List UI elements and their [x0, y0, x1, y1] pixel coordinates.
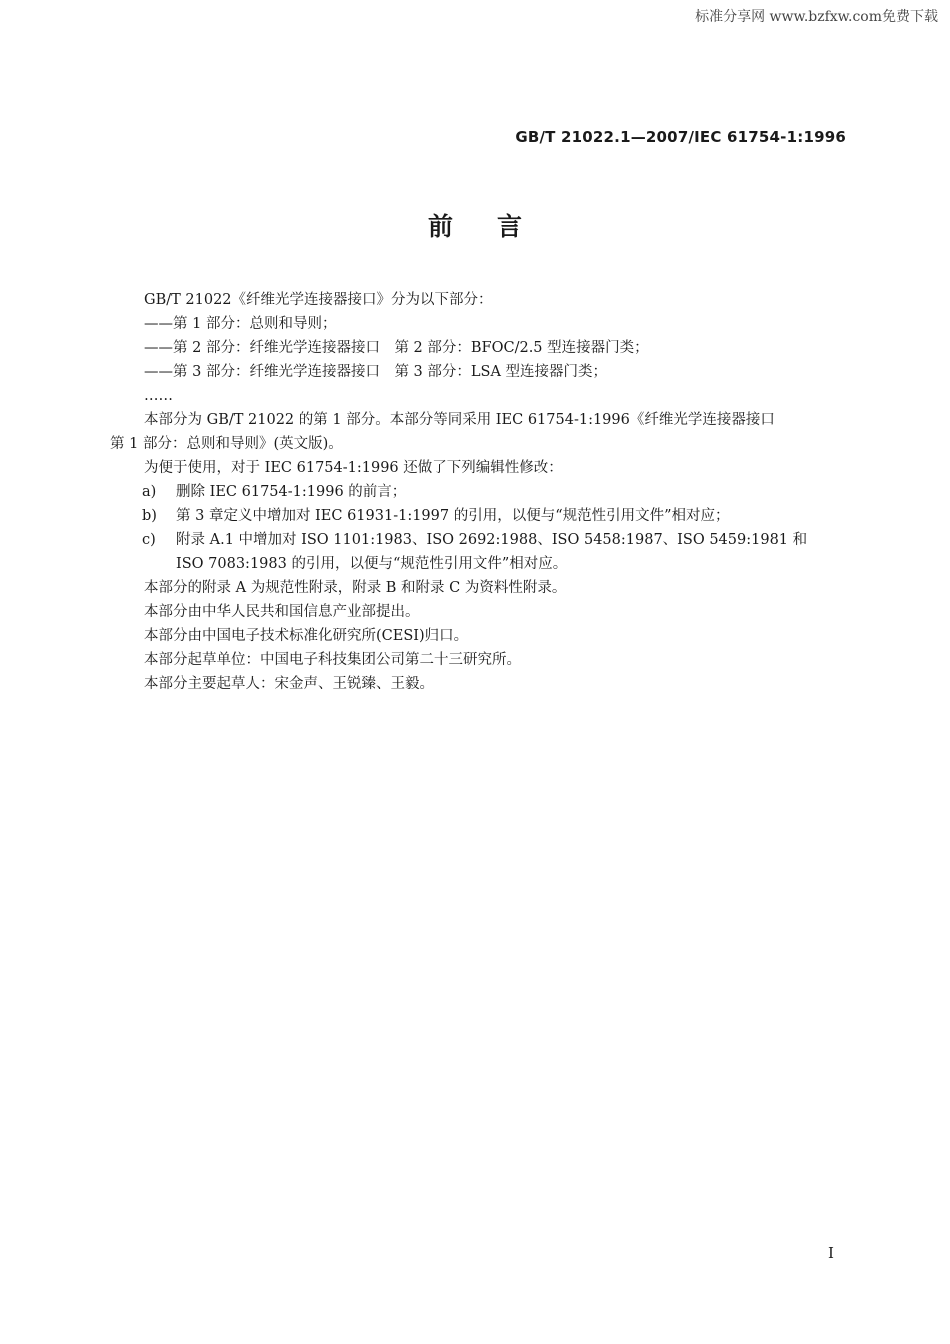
list-item: ——第 2 部分：纤维光学连接器接口 第 2 部分：BFOC/2.5 型连接器门类；	[144, 340, 649, 356]
ellipsis: ……	[144, 388, 173, 404]
edit-item-a	[110, 480, 850, 504]
page-title: 前言	[427, 212, 566, 241]
item-label: a)	[142, 484, 157, 500]
edit-intro: 为便于使用，对于 IEC 61754-1:1996 还做了下列编辑性修改：	[144, 460, 563, 476]
edit-item-c-cont: ISO 7083:1983 的引用，以便与“规范性引用文件”相对应。	[176, 556, 568, 572]
page-number: I	[828, 1244, 834, 1262]
item-text: 删除 IEC 61754-1:1996 的前言；	[176, 484, 407, 500]
adoption-paragraph: 本部分为 GB/T 21022 的第 1 部分。本部分等同采用 IEC 61754-1:1996《纤维光学连接器接口	[144, 412, 775, 428]
item-label: c)	[142, 532, 156, 548]
list-item: ——第 3 部分：纤维光学连接器接口 第 3 部分：LSA 型连接器门类；	[144, 364, 608, 380]
item-label: b)	[142, 508, 157, 524]
foreword-body	[110, 288, 850, 696]
adoption-paragraph-cont: 第 1 部分：总则和导则》(英文版)。	[110, 436, 343, 452]
proposed-paragraph: 本部分由中华人民共和国信息产业部提出。	[144, 604, 420, 620]
item-text: 第 3 章定义中增加对 IEC 61931-1:1997 的引用，以便与“规范性引用文件”相对应；	[176, 508, 730, 524]
item-text: 附录 A.1 中增加对 ISO 1101:1983、ISO 2692:1988、ISO 5458:1987、ISO 5459:1981 和	[176, 532, 808, 548]
standard-number: GB/T 21022.1—2007/IEC 61754-1:1996	[515, 128, 846, 146]
edit-item-c	[110, 528, 850, 552]
watermark-text: 标准分享网 www.bzfxw.com免费下载	[695, 9, 938, 25]
drafters-paragraph: 本部分主要起草人：宋金声、王锐臻、王毅。	[144, 676, 434, 692]
list-item: ——第 1 部分：总则和导则；	[144, 316, 337, 332]
annex-paragraph: 本部分的附录 A 为规范性附录，附录 B 和附录 C 为资料性附录。	[144, 580, 567, 596]
intro-paragraph: GB/T 21022《纤维光学连接器接口》分为以下部分：	[144, 292, 493, 308]
drafting-unit-paragraph: 本部分起草单位：中国电子科技集团公司第二十三研究所。	[144, 652, 521, 668]
edit-item-b	[110, 504, 850, 528]
centralized-paragraph: 本部分由中国电子技术标准化研究所(CESI)归口。	[144, 628, 469, 644]
